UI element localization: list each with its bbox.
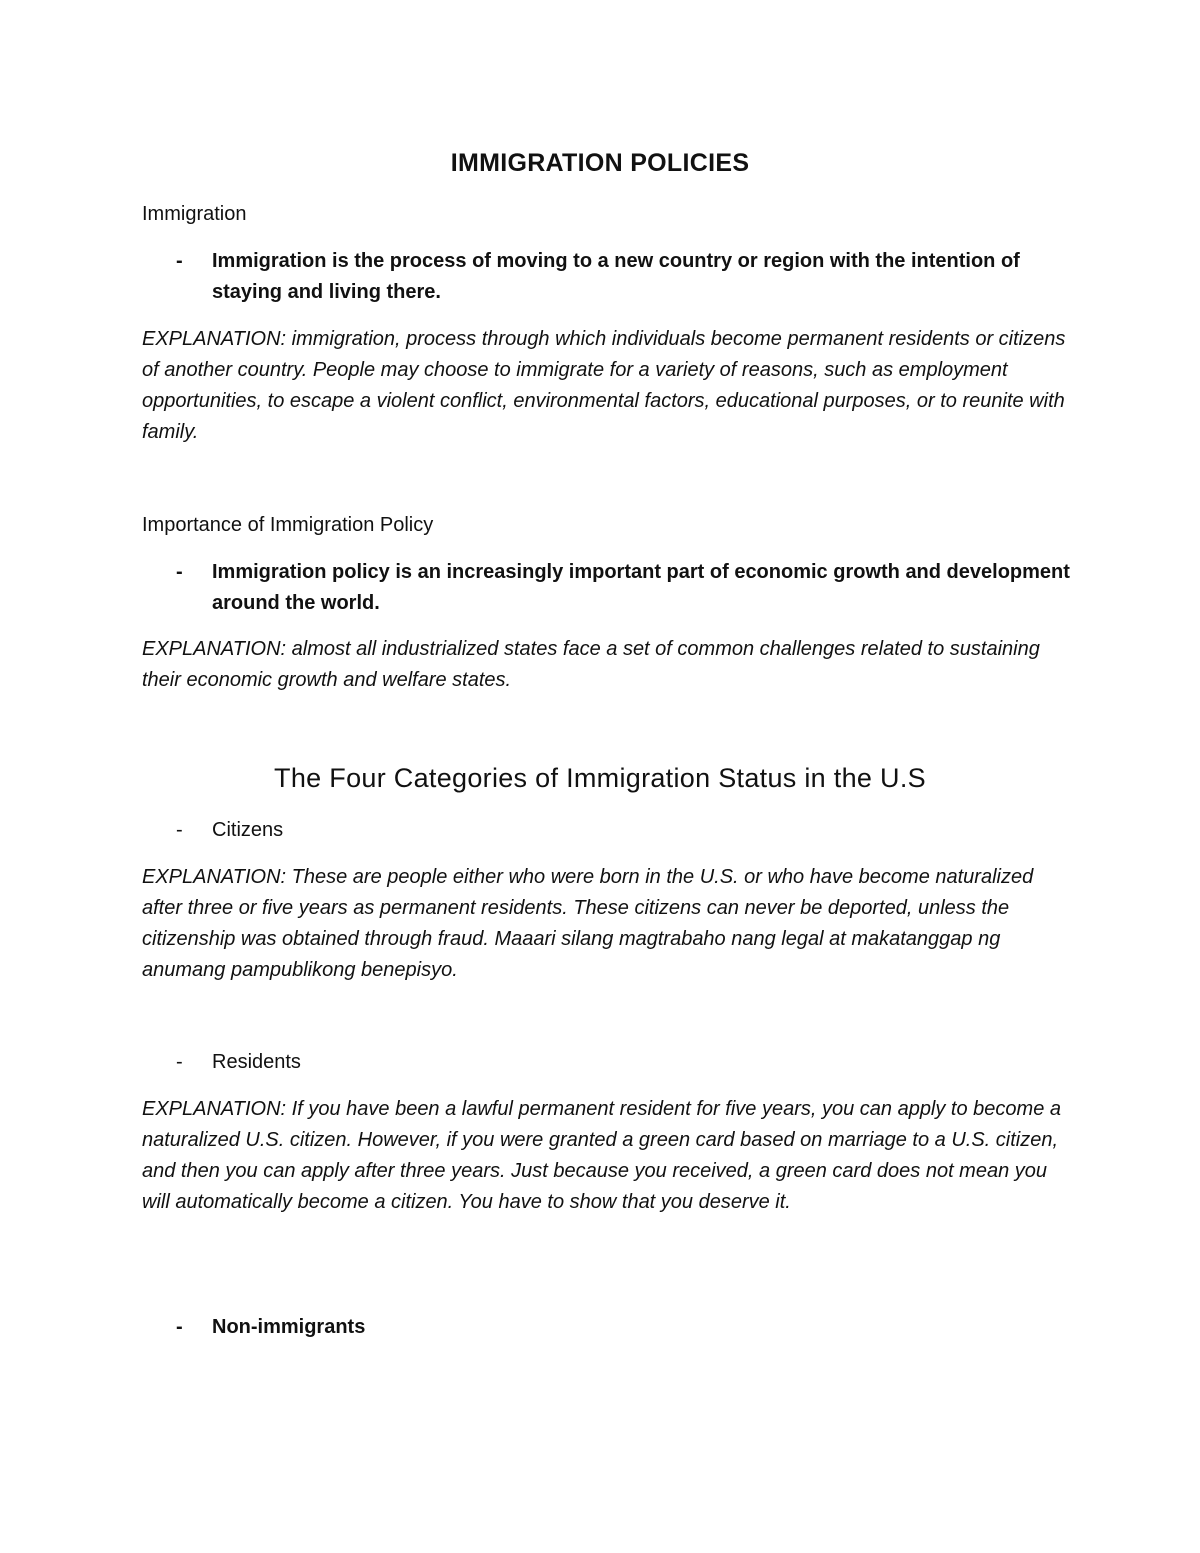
bullet-text: Immigration is the process of moving to a new country or region with the intention of staying and living there. <box>212 250 1020 303</box>
bullet-dash: - <box>176 1316 183 1338</box>
bullet-dash: - <box>176 250 183 272</box>
bullet-dash: - <box>176 1051 183 1073</box>
document-title: IMMIGRATION POLICIES <box>450 149 750 177</box>
category-label: Non-immigrants <box>212 1316 366 1338</box>
bullet-text: Immigration policy is an increasingly important part of economic growth and development around the world. <box>212 561 1070 614</box>
bullet-dash: - <box>176 561 183 583</box>
section-subtitle: The Four Categories of Immigration Status in the U.S <box>274 763 926 793</box>
section-heading-importance: Importance of Immigration Policy <box>142 514 434 536</box>
explanation-immigration: EXPLANATION: immigration, process through which individuals become permanent residents or citizens of another country. People may choose to immigrate for a variety of reasons, such as employment opportunities, to escape a violent conflict, environmental factors, educational purposes, or to reunite with family. <box>142 328 1066 443</box>
category-citizens <box>142 815 1072 846</box>
bullet-immigration-definition <box>142 246 1072 308</box>
category-residents <box>142 1047 1072 1078</box>
bullet-dash: - <box>176 819 183 841</box>
section-heading-immigration: Immigration <box>142 203 247 225</box>
category-label: Residents <box>212 1051 301 1073</box>
explanation-citizens: EXPLANATION: These are people either who were born in the U.S. or who have become naturalized after three or five years as permanent residents. These citizens can never be deported, unless the citizenship was obtained through fraud. Maaari silang magtrabaho nang legal at makatanggap ng anumang pampublikong benepisyo. <box>142 866 1034 981</box>
category-non-immigrants <box>142 1312 1072 1343</box>
explanation-residents: EXPLANATION: If you have been a lawful permanent resident for five years, you can apply to become a naturalized U.S. citizen. However, if you were granted a green card based on marriage to a U.S. citizen, and then you can apply after three years. Just because you received, a green card does not mean you will automatically become a citizen. You have to show that you deserve it. <box>142 1098 1062 1213</box>
explanation-importance: EXPLANATION: almost all industrialized states face a set of common challenges related to sustaining their economic growth and welfare states. <box>142 638 1040 691</box>
category-label: Citizens <box>212 819 284 841</box>
bullet-immigration-policy <box>142 557 1072 619</box>
